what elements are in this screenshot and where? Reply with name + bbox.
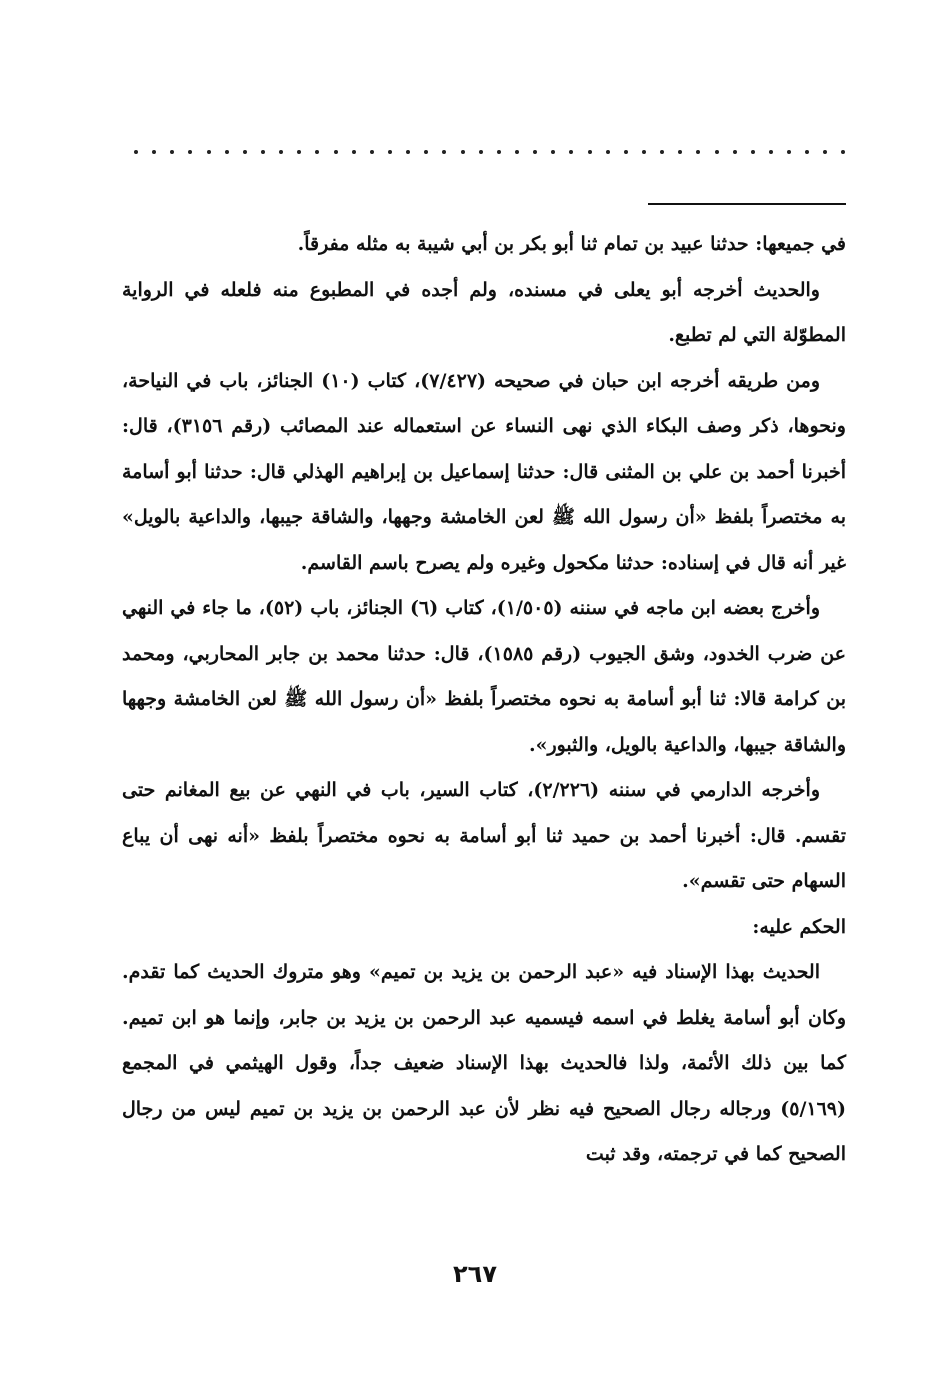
separator-dot	[297, 150, 301, 154]
paragraph: في جميعها: حدثنا عبيد بن تمام ثنا أبو بكر بن أبي شيبة به مثله مفرقاً.	[297, 233, 846, 255]
footnote-rule	[648, 203, 846, 205]
separator-dot	[751, 150, 755, 154]
separator-dot	[388, 150, 392, 154]
separator-dot	[733, 150, 737, 154]
separator-dot	[624, 150, 628, 154]
separator-dot	[170, 150, 174, 154]
separator-dot	[533, 150, 537, 154]
paragraph: ومن طريقه أخرجه ابن حبان في صحيحه (٧/٤٢٧)، كتاب (١٠) الجنائز، باب في النياحة، ونحوها، ذكر وصف البكاء الذي نهى النساء عن استعماله عند المصائب (رقم ٣١٥٦)، قال: أخبرنا أحمد بن علي بن المثنى قال: حدثنا إسماعيل بن إبراهيم الهذلي قال: حدثنا أبو أسامة به مختصراً بلفظ «أن رسول الله ﷺ لعن الخامشة وجهها، والشاقة جيبها، والداعية بالويل» غير أنه قال في إسناده: حدثنا مكحول وغيره ولم يصرح باسم القاسم.	[122, 369, 846, 574]
section-heading: الحكم عليه:	[752, 915, 846, 938]
separator-dot	[497, 150, 501, 154]
separator-dot	[715, 150, 719, 154]
separator-dot	[823, 150, 827, 154]
separator-dot	[279, 150, 283, 154]
separator-dot	[805, 150, 809, 154]
separator-dot	[660, 150, 664, 154]
dotted-separator	[134, 142, 846, 162]
paragraph: والحديث أخرجه أبو يعلى في مسنده، ولم أجده في المطبوع منه فلعله في الرواية المطوّلة التي لم تطبع.	[122, 278, 846, 346]
paragraph: وأخرجه الدارمي في سننه (٢/٢٢٦)، كتاب السير، باب في النهي عن بيع المغانم حتى تقسم. قال: أخبرنا أحمد بن حميد ثنا أبو أسامة به نحوه مختصراً بلفظ «أنه نهى أن يباع السهام حتى تقسم».	[122, 779, 846, 892]
separator-dot	[442, 150, 446, 154]
separator-dot	[551, 150, 555, 154]
separator-dot	[696, 150, 700, 154]
page-number: ٢٦٧	[453, 1260, 497, 1288]
separator-dot	[406, 150, 410, 154]
separator-dot	[152, 150, 156, 154]
separator-dot	[352, 150, 356, 154]
separator-dot	[569, 150, 573, 154]
separator-dot	[588, 150, 592, 154]
separator-dot	[188, 150, 192, 154]
separator-dot	[243, 150, 247, 154]
separator-dot	[787, 150, 791, 154]
separator-dot	[315, 150, 319, 154]
separator-dot	[461, 150, 465, 154]
separator-dot	[261, 150, 265, 154]
separator-dot	[225, 150, 229, 154]
separator-dot	[424, 150, 428, 154]
paragraph: وأخرج بعضه ابن ماجه في سننه (١/٥٠٥)، كتاب (٦) الجنائز، باب (٥٢)، ما جاء في النهي عن ضرب الخدود، وشق الجيوب (رقم ١٥٨٥)، قال: حدثنا محمد بن جابر المحاربي، ومحمد بن كرامة قالا: ثنا أبو أسامة به نحوه مختصراً بلفظ «أن رسول الله ﷺ لعن الخامشة وجهها والشاقة جيبها، والداعية بالويل، والثبور».	[122, 597, 847, 756]
separator-dot	[334, 150, 338, 154]
separator-dot	[642, 150, 646, 154]
separator-dot	[841, 150, 845, 154]
separator-dot	[134, 150, 138, 154]
separator-dot	[207, 150, 211, 154]
separator-dot	[479, 150, 483, 154]
separator-dot	[515, 150, 519, 154]
separator-dot	[678, 150, 682, 154]
separator-dot	[606, 150, 610, 154]
separator-dot	[769, 150, 773, 154]
separator-dot	[370, 150, 374, 154]
paragraph: الحديث بهذا الإسناد فيه «عبد الرحمن بن يزيد بن تميم» وهو متروك الحديث كما تقدم. وكان أبو أسامة يغلط في اسمه فيسميه عبد الرحمن بن يزيد بن جابر، وإنما هو ابن تميم. كما بين ذلك الأئمة، ولذا فالحديث بهذا الإسناد ضعيف جداً، وقول الهيثمي في المجمع (٥/١٦٩) ورجاله رجال الصحيح فيه نظر لأن عبد الرحمن بن يزيد بن تميم ليس من رجال الصحيح كما في ترجمته، وقد ثبت	[122, 961, 846, 1165]
page-body	[122, 222, 846, 1178]
